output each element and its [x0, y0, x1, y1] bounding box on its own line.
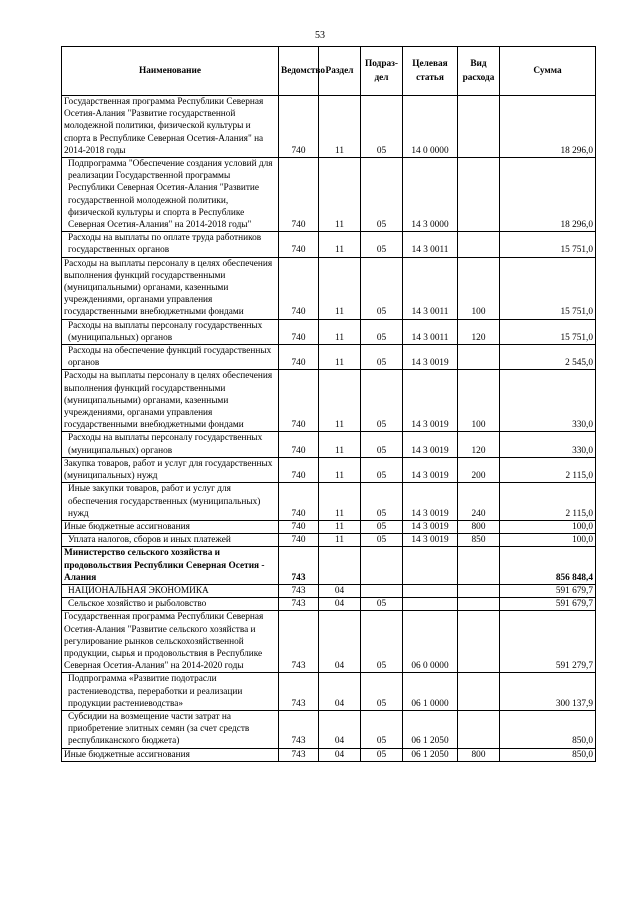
table-row [62, 96, 596, 158]
table-cell-target: 14 3 0019 [403, 432, 458, 457]
table-cell-subsection: 05 [361, 520, 403, 533]
table-cell-sum: 2 545,0 [500, 345, 596, 370]
table-cell-expense-type: 850 [458, 534, 500, 547]
table-cell-sum: 15 751,0 [500, 232, 596, 257]
table-cell-subsection: 05 [361, 370, 403, 432]
table-cell-target: 06 1 0000 [403, 673, 458, 711]
table-row [62, 534, 596, 547]
table-cell-expense-type: 120 [458, 432, 500, 457]
table-cell-subsection: 05 [361, 673, 403, 711]
table-cell-section: 11 [319, 96, 361, 158]
table-cell-target [403, 598, 458, 611]
table-cell-subsection: 05 [361, 432, 403, 457]
table-cell-name: Министерство сельского хозяйства и продовольствия Республики Северная Осетия - Алания [62, 547, 279, 585]
budget-table [61, 46, 596, 762]
table-row [62, 319, 596, 344]
table-cell-target: 06 0 0000 [403, 611, 458, 673]
table-cell-sum: 856 848,4 [500, 547, 596, 585]
table-cell-sum: 18 296,0 [500, 96, 596, 158]
header-section: Раздел [319, 47, 361, 96]
table-cell-subsection: 05 [361, 598, 403, 611]
table-cell-section: 11 [319, 370, 361, 432]
table-cell-expense-type [458, 547, 500, 585]
table-cell-section: 11 [319, 257, 361, 319]
table-cell-section [319, 547, 361, 585]
table-cell-dept: 743 [279, 547, 319, 585]
table-cell-target: 14 3 0000 [403, 158, 458, 232]
table-cell-section: 11 [319, 158, 361, 232]
table-cell-subsection: 05 [361, 534, 403, 547]
table-row [62, 547, 596, 585]
table-cell-dept: 740 [279, 520, 319, 533]
table-cell-expense-type: 200 [458, 457, 500, 482]
table-cell-sum: 15 751,0 [500, 319, 596, 344]
table-row [62, 483, 596, 521]
table-row [62, 584, 596, 597]
table-cell-dept: 740 [279, 232, 319, 257]
table-cell-subsection [361, 547, 403, 585]
table-cell-subsection: 05 [361, 483, 403, 521]
table-cell-section: 04 [319, 584, 361, 597]
table-cell-target: 14 3 0019 [403, 483, 458, 521]
table-cell-sum: 591 679,7 [500, 584, 596, 597]
table-cell-name: Государственная программа Республики Северная Осетия-Алания "Развитие сельского хозяйства и регулирование рынков сельскохозяйственной продукции, сырья и продовольствия в Республике Северная Осетия-Алания" на 2014-2020 годы [62, 611, 279, 673]
table-cell-target: 14 3 0019 [403, 370, 458, 432]
table-cell-dept: 740 [279, 257, 319, 319]
table-row [62, 457, 596, 482]
table-cell-target: 14 3 0011 [403, 232, 458, 257]
table-row [62, 158, 596, 232]
table-cell-target: 14 3 0019 [403, 534, 458, 547]
table-cell-expense-type: 800 [458, 748, 500, 761]
table-cell-sum: 100,0 [500, 520, 596, 533]
table-cell-section: 11 [319, 319, 361, 344]
table-cell-target: 14 3 0011 [403, 319, 458, 344]
table-cell-subsection: 05 [361, 710, 403, 748]
table-cell-sum: 850,0 [500, 748, 596, 761]
table-cell-expense-type [458, 345, 500, 370]
table-cell-target: 14 3 0019 [403, 345, 458, 370]
table-cell-subsection [361, 584, 403, 597]
table-cell-dept: 743 [279, 598, 319, 611]
header-name: Наименование [62, 47, 279, 96]
table-cell-expense-type: 100 [458, 257, 500, 319]
table-cell-dept: 740 [279, 457, 319, 482]
table-cell-sum: 591 279,7 [500, 611, 596, 673]
table-row [62, 611, 596, 673]
table-cell-sum: 100,0 [500, 534, 596, 547]
header-target: Целевая статья [403, 47, 458, 96]
table-cell-expense-type [458, 611, 500, 673]
table-cell-section: 04 [319, 598, 361, 611]
table-row [62, 598, 596, 611]
table-cell-dept: 743 [279, 710, 319, 748]
table-cell-section: 11 [319, 432, 361, 457]
table-cell-dept: 740 [279, 158, 319, 232]
table-cell-expense-type: 100 [458, 370, 500, 432]
table-cell-sum: 330,0 [500, 370, 596, 432]
table-cell-subsection: 05 [361, 457, 403, 482]
table-cell-section: 11 [319, 345, 361, 370]
table-cell-subsection: 05 [361, 96, 403, 158]
table-cell-section: 11 [319, 520, 361, 533]
table-cell-sum: 15 751,0 [500, 257, 596, 319]
table-cell-sum: 850,0 [500, 710, 596, 748]
table-cell-dept: 740 [279, 319, 319, 344]
table-cell-section: 11 [319, 483, 361, 521]
table-cell-subsection: 05 [361, 345, 403, 370]
table-row [62, 748, 596, 761]
table-cell-sum: 18 296,0 [500, 158, 596, 232]
table-cell-expense-type: 240 [458, 483, 500, 521]
table-cell-dept: 743 [279, 673, 319, 711]
table-cell-target: 14 0 0000 [403, 96, 458, 158]
table-cell-expense-type [458, 584, 500, 597]
table-cell-name: Подпрограмма "Обеспечение создания условий для реализации Государственной программы Республики Северная Осетия-Алания "Развитие государственной молодежной политики, физической культуры и спорта в Республике Северная Осетия-Алания" на 2014-2018 годы" [62, 158, 279, 232]
table-row [62, 345, 596, 370]
table-cell-name: Уплата налогов, сборов и иных платежей [62, 534, 279, 547]
table-cell-name: Иные бюджетные ассигнования [62, 748, 279, 761]
table-cell-target: 14 3 0011 [403, 257, 458, 319]
table-cell-subsection: 05 [361, 232, 403, 257]
table-cell-name: Расходы на выплаты персоналу государственных (муниципальных) органов [62, 319, 279, 344]
table-cell-sum: 330,0 [500, 432, 596, 457]
table-cell-target: 14 3 0019 [403, 520, 458, 533]
table-cell-sum: 591 679,7 [500, 598, 596, 611]
table-cell-target [403, 547, 458, 585]
table-cell-name: Расходы на выплаты персоналу государственных (муниципальных) органов [62, 432, 279, 457]
table-row [62, 232, 596, 257]
page-number: 53 [315, 30, 325, 41]
header-row [62, 47, 596, 96]
table-row [62, 257, 596, 319]
table-cell-dept: 740 [279, 483, 319, 521]
table-cell-name: Расходы на выплаты по оплате труда работников государственных органов [62, 232, 279, 257]
table-cell-target [403, 584, 458, 597]
table-cell-expense-type [458, 598, 500, 611]
table-cell-expense-type [458, 96, 500, 158]
table-cell-expense-type [458, 710, 500, 748]
table-cell-dept: 743 [279, 748, 319, 761]
table-cell-section: 11 [319, 457, 361, 482]
table-cell-name: Субсидии на возмещение части затрат на приобретение элитных семян (за счет средств республиканского бюджета) [62, 710, 279, 748]
table-cell-section: 04 [319, 748, 361, 761]
table-row [62, 520, 596, 533]
table-row [62, 710, 596, 748]
table-cell-expense-type [458, 158, 500, 232]
table-cell-name: Иные бюджетные ассигнования [62, 520, 279, 533]
table-cell-subsection: 05 [361, 319, 403, 344]
table-cell-dept: 740 [279, 534, 319, 547]
table-cell-dept: 743 [279, 584, 319, 597]
header-expense-type: Вид расхода [458, 47, 500, 96]
table-cell-name: Закупка товаров, работ и услуг для государственных (муниципальных) нужд [62, 457, 279, 482]
table-cell-dept: 743 [279, 611, 319, 673]
table-row [62, 432, 596, 457]
table-cell-dept: 740 [279, 432, 319, 457]
table-cell-subsection: 05 [361, 748, 403, 761]
header-dept: Ведомство [279, 47, 319, 96]
table-cell-target: 14 3 0019 [403, 457, 458, 482]
table-cell-name: Расходы на обеспечение функций государственных органов [62, 345, 279, 370]
table-cell-name: Сельское хозяйство и рыболовство [62, 598, 279, 611]
table-cell-name: НАЦИОНАЛЬНАЯ ЭКОНОМИКА [62, 584, 279, 597]
table-cell-expense-type [458, 232, 500, 257]
table-cell-dept: 740 [279, 370, 319, 432]
header-subsection: Подраз-дел [361, 47, 403, 96]
table-cell-section: 11 [319, 534, 361, 547]
table-cell-expense-type [458, 673, 500, 711]
table-cell-name: Расходы на выплаты персоналу в целях обеспечения выполнения функций государственными (муниципальными) органами, казенными учреждениями, органами управления государственными внебюджетными фондами [62, 257, 279, 319]
table-cell-expense-type: 800 [458, 520, 500, 533]
table-cell-dept: 740 [279, 96, 319, 158]
table-cell-section: 04 [319, 673, 361, 711]
table-cell-target: 06 1 2050 [403, 710, 458, 748]
table-cell-section: 04 [319, 611, 361, 673]
table-cell-subsection: 05 [361, 257, 403, 319]
table-row [62, 370, 596, 432]
table-cell-name: Подпрограмма «Развитие подотрасли растениеводства, переработки и реализации продукции растениеводства» [62, 673, 279, 711]
table-cell-sum: 300 137,9 [500, 673, 596, 711]
table-row [62, 673, 596, 711]
header-sum: Сумма [500, 47, 596, 96]
table-cell-subsection: 05 [361, 611, 403, 673]
table-cell-name: Государственная программа Республики Северная Осетия-Алания "Развитие государственной молодежной политики, физической культуры и спорта в Республике Северная Осетия-Алания" на 2014-2018 годы [62, 96, 279, 158]
table-cell-section: 04 [319, 710, 361, 748]
table-cell-expense-type: 120 [458, 319, 500, 344]
table-cell-subsection: 05 [361, 158, 403, 232]
table-cell-sum: 2 115,0 [500, 483, 596, 521]
table-cell-section: 11 [319, 232, 361, 257]
table-cell-sum: 2 115,0 [500, 457, 596, 482]
table-cell-name: Иные закупки товаров, работ и услуг для обеспечения государственных (муниципальных) нужд [62, 483, 279, 521]
table-cell-dept: 740 [279, 345, 319, 370]
table-cell-name: Расходы на выплаты персоналу в целях обеспечения выполнения функций государственными (муниципальными) органами, казенными учреждениями, органами управления государственными внебюджетными фондами [62, 370, 279, 432]
table-cell-target: 06 1 2050 [403, 748, 458, 761]
